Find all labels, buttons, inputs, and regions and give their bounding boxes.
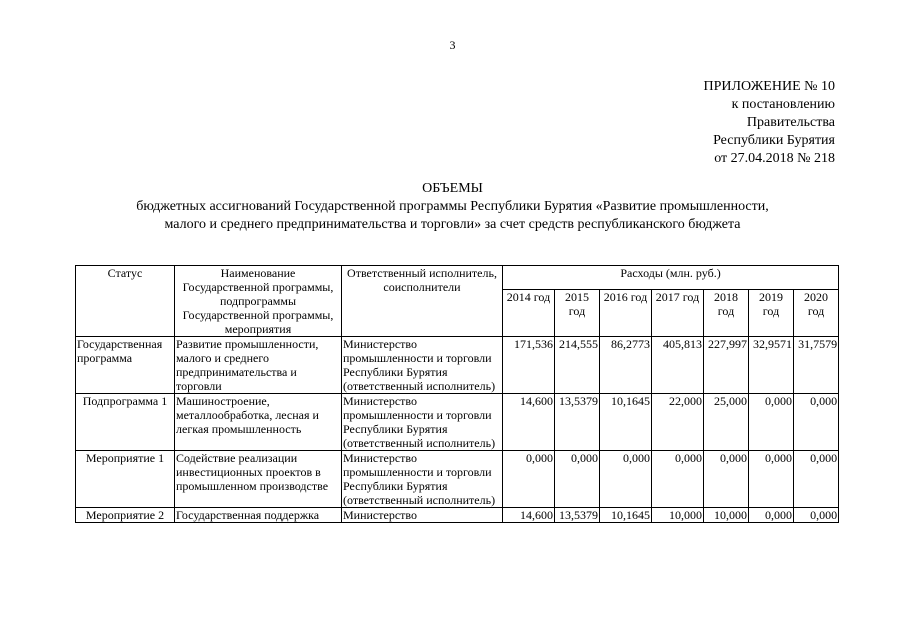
row-value-2015: 214,555 xyxy=(555,337,600,394)
table-row xyxy=(76,337,839,394)
row-status: Мероприятие 2 xyxy=(76,508,175,523)
row-value-2020: 0,000 xyxy=(794,394,839,451)
page-number: 3 xyxy=(449,38,456,52)
row-value-2019: 0,000 xyxy=(749,451,794,508)
row-value-2016: 0,000 xyxy=(600,451,652,508)
row-value-2014: 0,000 xyxy=(503,451,555,508)
row-value-2017: 0,000 xyxy=(652,451,704,508)
header-year: 2015 год xyxy=(555,290,600,337)
appendix-line: к постановлению xyxy=(731,97,835,112)
row-value-2019: 0,000 xyxy=(749,508,794,523)
row-value-2017: 22,000 xyxy=(652,394,704,451)
appendix-line: Правительства xyxy=(746,115,835,130)
header-year: 2019 год xyxy=(749,290,794,337)
heading-line: бюджетных ассигнований Государственной программы Республики Бурятия «Развитие промышленности, xyxy=(136,199,769,214)
row-value-2014: 14,600 xyxy=(503,394,555,451)
row-value-2016: 10,1645 xyxy=(600,394,652,451)
row-name: Машиностроение, металлообработка, лесная и легкая промышленность xyxy=(175,394,342,451)
table-row xyxy=(76,394,839,451)
row-value-2016: 10,1645 xyxy=(600,508,652,523)
row-value-2017: 10,000 xyxy=(652,508,704,523)
row-value-2014: 14,600 xyxy=(503,508,555,523)
budget-table xyxy=(75,265,839,523)
row-name: Государственная поддержка xyxy=(175,508,342,523)
appendix-block xyxy=(704,78,836,168)
row-value-2019: 0,000 xyxy=(749,394,794,451)
header-year: 2020 год xyxy=(794,290,839,337)
row-responsible: Министерство промышленности и торговли Республики Бурятия (ответственный исполнитель) xyxy=(342,394,503,451)
header-year: 2017 год xyxy=(652,290,704,337)
header-name: Наименование Государственной программы, подпрограммы Государственной программы, мероприятия xyxy=(175,266,342,337)
row-value-2020: 0,000 xyxy=(794,451,839,508)
header-year: 2014 год xyxy=(503,290,555,337)
row-status: Мероприятие 1 xyxy=(76,451,175,508)
row-responsible: Министерство xyxy=(342,508,503,523)
row-responsible: Министерство промышленности и торговли Республики Бурятия (ответственный исполнитель) xyxy=(342,451,503,508)
row-value-2020: 31,7579 xyxy=(794,337,839,394)
appendix-line: Республики Бурятия xyxy=(713,133,835,148)
header-year: 2016 год xyxy=(600,290,652,337)
row-value-2017: 405,813 xyxy=(652,337,704,394)
header-responsible: Ответственный исполнитель, соисполнители xyxy=(342,266,503,337)
row-value-2020: 0,000 xyxy=(794,508,839,523)
header-year: 2018 год xyxy=(704,290,749,337)
row-value-2018: 227,997 xyxy=(704,337,749,394)
row-value-2018: 25,000 xyxy=(704,394,749,451)
row-name: Содействие реализации инвестиционных проектов в промышленном производстве xyxy=(175,451,342,508)
heading-title: ОБЪЕМЫ xyxy=(422,181,483,196)
row-responsible: Министерство промышленности и торговли Республики Бурятия (ответственный исполнитель) xyxy=(342,337,503,394)
row-status: Подпрограмма 1 xyxy=(76,394,175,451)
document-heading xyxy=(0,180,905,234)
row-value-2018: 10,000 xyxy=(704,508,749,523)
appendix-line: ПРИЛОЖЕНИЕ № 10 xyxy=(703,79,835,94)
row-value-2015: 0,000 xyxy=(555,451,600,508)
appendix-line: от 27.04.2018 № 218 xyxy=(714,151,835,166)
row-value-2015: 13,5379 xyxy=(555,508,600,523)
header-expenses: Расходы (млн. руб.) xyxy=(503,266,839,290)
table-row xyxy=(76,508,839,523)
row-name: Развитие промышленности, малого и среднего предпринимательства и торговли xyxy=(175,337,342,394)
table-row xyxy=(76,451,839,508)
heading-line: малого и среднего предпринимательства и торговли» за счет средств республиканского бюджета xyxy=(164,217,741,232)
row-value-2014: 171,536 xyxy=(503,337,555,394)
row-status: Государственная программа xyxy=(76,337,175,394)
row-value-2016: 86,2773 xyxy=(600,337,652,394)
header-status: Статус xyxy=(76,266,175,337)
row-value-2019: 32,9571 xyxy=(749,337,794,394)
row-value-2018: 0,000 xyxy=(704,451,749,508)
row-value-2015: 13,5379 xyxy=(555,394,600,451)
